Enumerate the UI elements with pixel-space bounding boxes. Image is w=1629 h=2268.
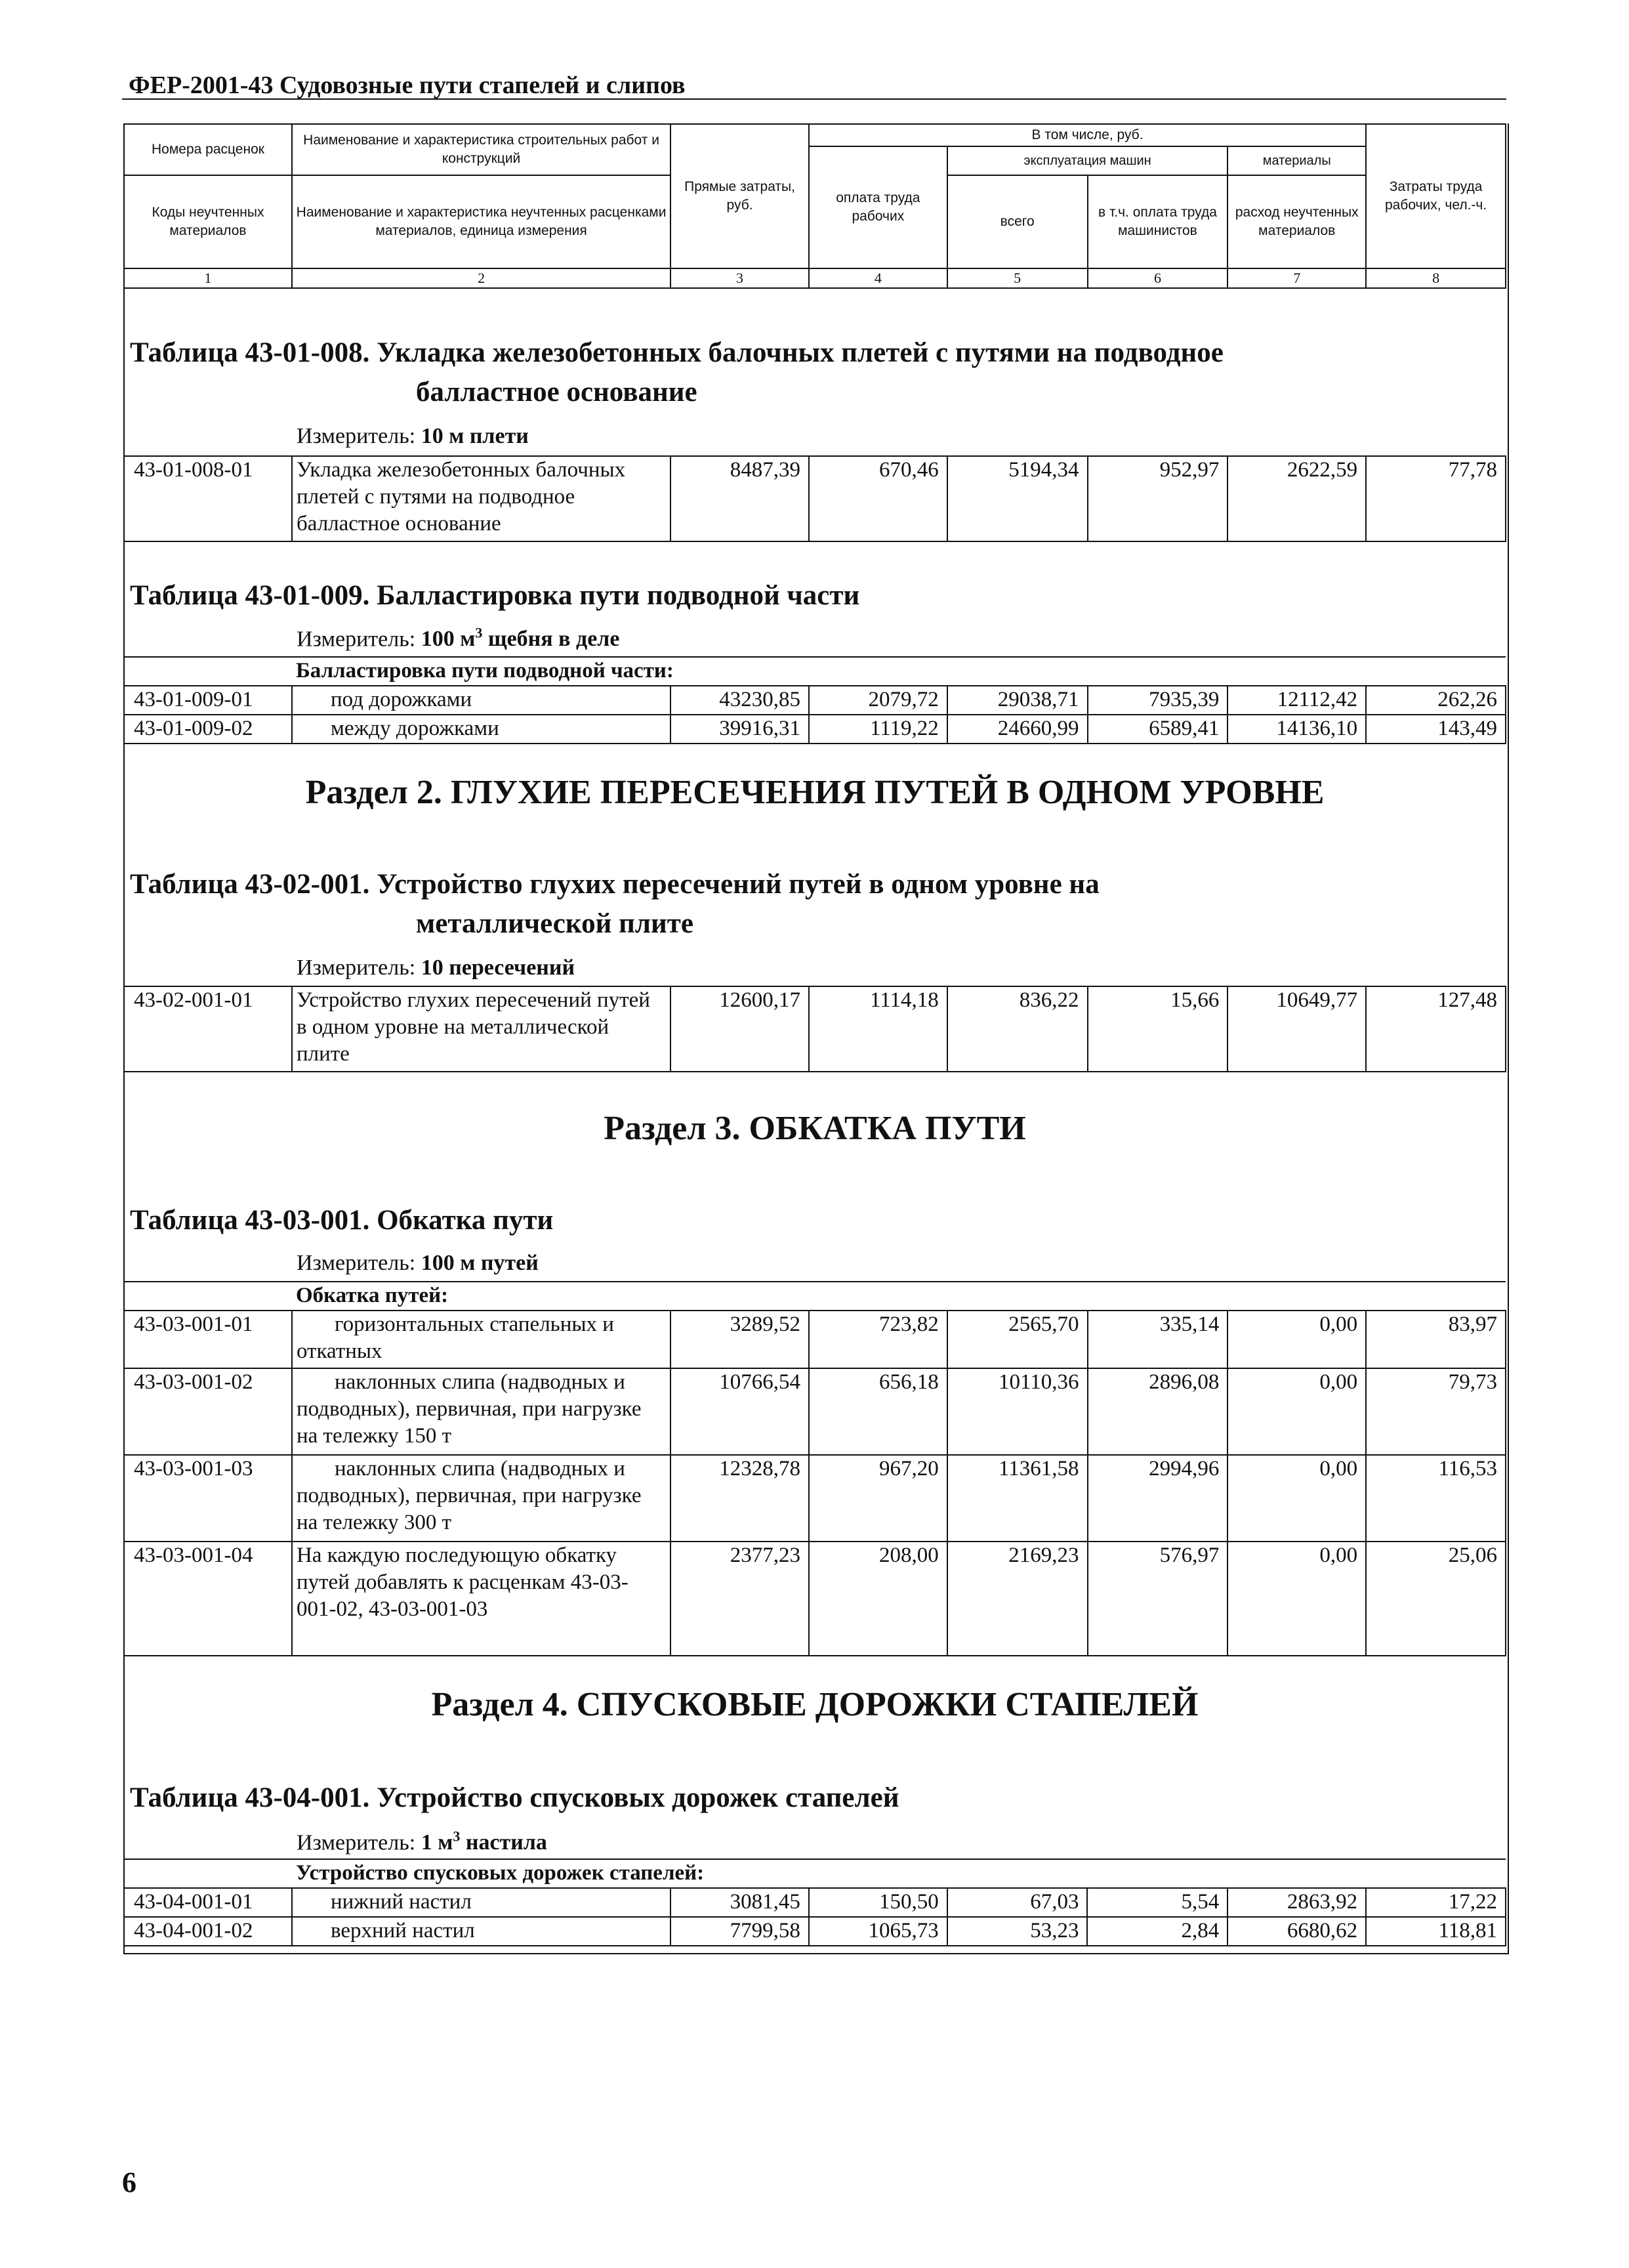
labor-hours: 83,97 (1366, 1311, 1506, 1368)
section-heading: Раздел 4. СПУСКОВЫЕ ДОРОЖКИ СТАПЕЛЕЙ (431, 1686, 1199, 1723)
rates-table (123, 656, 1506, 744)
rate-code: 43-01-009-01 (124, 686, 292, 715)
rates-table (123, 1281, 1506, 1656)
col-number: 1 (124, 268, 292, 288)
col-number: 4 (809, 268, 947, 288)
col-number: 3 (670, 268, 809, 288)
labor-pay: 1114,18 (809, 986, 947, 1072)
rate-name: верхний настил (292, 1917, 670, 1946)
labor-pay: 2079,72 (809, 686, 947, 715)
table-label: Таблица 43-01-008. (130, 337, 370, 368)
materials: 0,00 (1227, 1368, 1366, 1455)
machines-total: 11361,58 (947, 1455, 1088, 1542)
direct-cost: 2377,23 (670, 1542, 809, 1656)
machinists-pay: 15,66 (1088, 986, 1228, 1072)
measure-unit (297, 1828, 547, 1855)
col2-top-header: Наименование и характеристика строительных работ и конструкций (292, 124, 670, 175)
direct-cost: 3289,52 (670, 1311, 809, 1368)
measure-label: Измеритель: (297, 956, 416, 980)
col-number: 6 (1088, 268, 1228, 288)
machinists-pay: 6589,41 (1088, 715, 1228, 744)
direct-cost: 7799,58 (670, 1917, 809, 1946)
rate-name: под дорожками (292, 686, 670, 715)
machines-total: 2565,70 (947, 1311, 1088, 1368)
machines-total: 29038,71 (947, 686, 1088, 715)
table-label: Таблица 43-04-001. (130, 1782, 370, 1813)
materials: 10649,77 (1227, 986, 1366, 1072)
col5-header: всего (947, 175, 1088, 268)
table-title (130, 1778, 899, 1818)
labor-pay: 670,46 (809, 456, 947, 541)
column-header-table (123, 123, 1506, 289)
rate-name: между дорожками (292, 715, 670, 744)
table-title (130, 333, 1224, 373)
table-row (124, 1311, 1506, 1368)
table-row (124, 456, 1506, 541)
col4-header: оплата труда рабочих (809, 146, 947, 268)
materials: 0,00 (1227, 1455, 1366, 1542)
machines-total: 836,22 (947, 986, 1088, 1072)
machinists-pay: 5,54 (1087, 1888, 1227, 1917)
table-title-line2: металлической плите (416, 908, 693, 939)
table-title-line2: балластное основание (416, 377, 697, 408)
rates-table (123, 1858, 1506, 1946)
header-rule (122, 98, 1506, 100)
measure-label: Измеритель: (297, 424, 416, 448)
group-label: Балластировка пути подводной части: (292, 657, 1506, 686)
measure-sup: 3 (453, 1828, 461, 1845)
table-title (130, 1201, 553, 1240)
rate-code: 43-04-001-01 (124, 1888, 292, 1917)
materials: 12112,42 (1227, 686, 1366, 715)
machines-header: эксплуатация машин (947, 146, 1228, 175)
labor-hours: 79,73 (1366, 1368, 1506, 1455)
table-row (124, 1368, 1506, 1455)
labor-hours: 17,22 (1366, 1888, 1506, 1917)
rate-code: 43-03-001-01 (124, 1311, 292, 1368)
machines-total: 67,03 (947, 1888, 1088, 1917)
table-row (124, 715, 1506, 744)
rate-code: 43-01-009-02 (124, 715, 292, 744)
measure-value-suffix: настила (460, 1830, 547, 1855)
machinists-pay: 576,97 (1088, 1542, 1228, 1656)
machinists-pay: 2,84 (1087, 1917, 1227, 1946)
group-label: Устройство спусковых дорожек стапелей: (292, 1859, 1506, 1888)
measure-value: 100 м путей (421, 1251, 539, 1275)
rates-table (123, 986, 1506, 1072)
direct-cost: 3081,45 (670, 1888, 809, 1917)
page-number: 6 (122, 2166, 136, 2198)
table-row (124, 986, 1506, 1072)
labor-pay: 150,50 (809, 1888, 947, 1917)
table-row (124, 1888, 1506, 1917)
table-title-line1: Устройство глухих пересечений путей в одном уровне на (377, 869, 1100, 900)
page-header-title: ФЕР-2001-43 Судовозные пути стапелей и слипов (129, 72, 686, 99)
materials: 2863,92 (1227, 1888, 1366, 1917)
group-header: В том числе, руб. (809, 124, 1366, 146)
measure-sup: 3 (475, 625, 483, 641)
direct-cost: 8487,39 (670, 456, 809, 541)
measure-unit (297, 625, 619, 652)
machinists-pay: 335,14 (1088, 1311, 1228, 1368)
measure-value: 10 м плети (421, 424, 529, 448)
materials: 14136,10 (1227, 715, 1366, 744)
col-number: 5 (947, 268, 1088, 288)
table-title (130, 576, 859, 616)
col2-bottom-header: Наименование и характеристика неучтенных расценками материалов, единица измерения (292, 175, 670, 268)
col7-header: расход неучтенных материалов (1227, 175, 1366, 268)
measure-value-suffix: щебня в деле (482, 627, 620, 652)
rate-code: 43-02-001-01 (124, 986, 292, 1072)
rate-code: 43-01-008-01 (124, 456, 292, 541)
direct-cost: 43230,85 (670, 686, 809, 715)
labor-pay: 723,82 (809, 1311, 947, 1368)
rate-name: наклонных слипа (надводных и подводных), первичная, при нагрузке на тележку 300 т (292, 1455, 670, 1542)
machines-total: 2169,23 (947, 1542, 1088, 1656)
measure-unit (297, 1251, 539, 1276)
measure-value: 1 м (421, 1830, 453, 1855)
machinists-pay: 2896,08 (1088, 1368, 1228, 1455)
direct-cost: 12328,78 (670, 1455, 809, 1542)
rate-code: 43-03-001-02 (124, 1368, 292, 1455)
rate-name: Устройство глухих пересечений путей в одном уровне на металлической плите (292, 986, 670, 1072)
materials: 0,00 (1227, 1311, 1366, 1368)
machines-total: 24660,99 (947, 715, 1088, 744)
table-row (124, 1917, 1506, 1946)
measure-unit (297, 956, 575, 980)
group-label: Обкатка путей: (292, 1282, 1506, 1311)
direct-cost: 10766,54 (670, 1368, 809, 1455)
labor-hours: 127,48 (1366, 986, 1506, 1072)
table-label: Таблица 43-01-009. (130, 580, 370, 611)
labor-hours: 77,78 (1366, 456, 1506, 541)
measure-value: 10 пересечений (421, 956, 575, 980)
table-title-text: Балластировка пути подводной части (377, 580, 860, 611)
machines-total: 53,23 (947, 1917, 1088, 1946)
direct-cost: 12600,17 (670, 986, 809, 1072)
table-title (130, 865, 1100, 904)
rate-name: наклонных слипа (надводных и подводных), первичная, при нагрузке на тележку 150 т (292, 1368, 670, 1455)
table-title-line1: Укладка железобетонных балочных плетей с путями на подводное (377, 337, 1224, 368)
rate-code: 43-04-001-02 (124, 1917, 292, 1946)
table-row (124, 1542, 1506, 1656)
machinists-pay: 952,97 (1088, 456, 1228, 541)
rates-table (123, 455, 1506, 542)
rate-name: На каждую последующую обкатку путей добавлять к расценкам 43-03-001-02, 43-03-001-03 (292, 1542, 670, 1656)
rate-name: нижний настил (292, 1888, 670, 1917)
rate-code: 43-03-001-04 (124, 1542, 292, 1656)
section-heading: Раздел 3. ОБКАТКА ПУТИ (604, 1110, 1026, 1147)
col3-header: Прямые затраты, руб. (670, 124, 809, 268)
group-row (124, 657, 1506, 686)
direct-cost: 39916,31 (670, 715, 809, 744)
measure-label: Измеритель: (297, 627, 416, 652)
materials-header: материалы (1227, 146, 1366, 175)
rate-code: 43-03-001-03 (124, 1455, 292, 1542)
measure-label: Измеритель: (297, 1251, 416, 1275)
col1-bottom-header: Коды неучтенных материалов (124, 175, 292, 268)
col-number: 2 (292, 268, 670, 288)
col6-header: в т.ч. оплата труда машинистов (1088, 175, 1228, 268)
table-label: Таблица 43-02-001. (130, 869, 370, 900)
table-title-text: Устройство спусковых дорожек стапелей (377, 1782, 899, 1813)
labor-hours: 116,53 (1366, 1455, 1506, 1542)
labor-pay: 656,18 (809, 1368, 947, 1455)
col-number: 7 (1227, 268, 1366, 288)
machinists-pay: 2994,96 (1088, 1455, 1228, 1542)
labor-pay: 967,20 (809, 1455, 947, 1542)
group-row (124, 1282, 1506, 1311)
labor-hours: 25,06 (1366, 1542, 1506, 1656)
materials: 2622,59 (1227, 456, 1366, 541)
machinists-pay: 7935,39 (1088, 686, 1228, 715)
labor-pay: 1119,22 (809, 715, 947, 744)
section-heading: Раздел 2. ГЛУХИЕ ПЕРЕСЕЧЕНИЯ ПУТЕЙ В ОДНОМ УРОВНЕ (305, 774, 1325, 811)
labor-pay: 1065,73 (809, 1917, 947, 1946)
table-title-text: Обкатка пути (377, 1205, 554, 1236)
labor-hours: 143,49 (1366, 715, 1506, 744)
materials: 0,00 (1227, 1542, 1366, 1656)
table-row (124, 686, 1506, 715)
measure-label: Измеритель: (297, 1830, 416, 1855)
col-number: 8 (1366, 268, 1506, 288)
table-row (124, 1455, 1506, 1542)
labor-hours: 262,26 (1366, 686, 1506, 715)
col8-header: Затраты труда рабочих, чел.-ч. (1366, 124, 1506, 268)
table-label: Таблица 43-03-001. (130, 1205, 370, 1236)
machines-total: 5194,34 (947, 456, 1088, 541)
labor-hours: 118,81 (1366, 1917, 1506, 1946)
group-row (124, 1859, 1506, 1888)
labor-pay: 208,00 (809, 1542, 947, 1656)
measure-value: 100 м (421, 627, 476, 652)
measure-unit (297, 424, 529, 449)
materials: 6680,62 (1227, 1917, 1366, 1946)
rate-name: горизонтальных стапельных и откатных (292, 1311, 670, 1368)
col1-top-header: Номера расценок (124, 124, 292, 175)
machines-total: 10110,36 (947, 1368, 1088, 1455)
rate-name: Укладка железобетонных балочных плетей с путями на подводное балластное основание (292, 456, 670, 541)
